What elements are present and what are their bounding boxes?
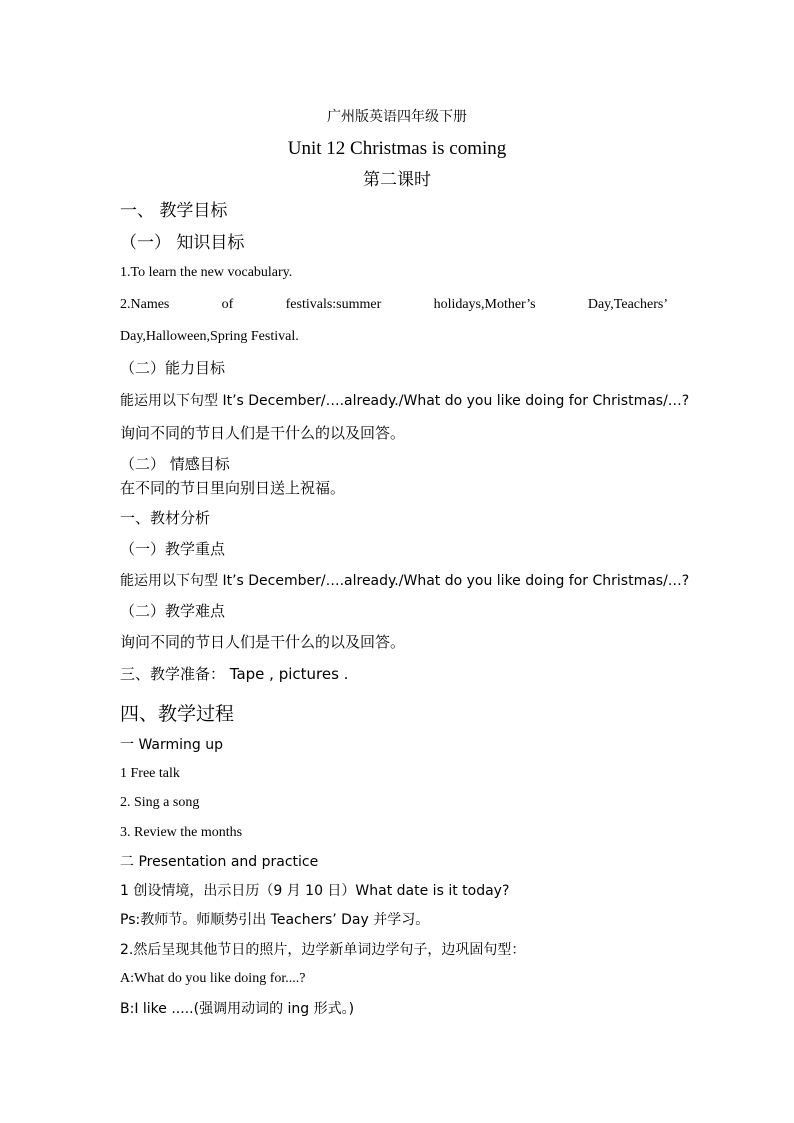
- knowledge-item-2-word: Day,Teachers’: [587, 297, 668, 312]
- preparation-line: 三、教学准备： Tape , pictures .: [120, 665, 349, 683]
- procedure-step: 1 创设情境，出示日历（9 月 10 日）What date is it today?: [120, 883, 510, 899]
- knowledge-item-2-word: holidays,Mother’s: [433, 297, 536, 312]
- subsection-heading-ability: （二）能力目标: [120, 359, 226, 377]
- key-points-line: 能运用以下句型 It’s December/….already./What do you like doing for Christmas/…?: [120, 573, 690, 589]
- procedure-step: 二 Presentation and practice: [120, 854, 319, 870]
- ability-line-1: 能运用以下句型 It’s December/….already./What do you like doing for Christmas/…?: [120, 393, 690, 409]
- section-heading-analysis: 一、教材分析: [120, 509, 211, 527]
- knowledge-item-2-word: festivals:summer: [285, 297, 382, 312]
- knowledge-item-2-continued: Day,Halloween,Spring Festival.: [120, 329, 299, 344]
- knowledge-item-2-word: of: [221, 297, 234, 312]
- doc-title: Unit 12 Christmas is coming: [287, 138, 507, 159]
- knowledge-item-2: [120, 298, 668, 312]
- subsection-heading-knowledge: （一） 知识目标: [120, 233, 245, 253]
- procedure-step: A:What do you like doing for....?: [120, 971, 306, 986]
- subsection-heading-difficulties: （二）教学难点: [120, 602, 226, 620]
- difficulties-line: 询问不同的节日人们是干什么的以及回答。: [120, 633, 406, 651]
- section-heading-procedure: 四、教学过程: [120, 703, 235, 725]
- lesson-label: 第二课时: [363, 170, 431, 190]
- procedure-step: 1 Free talk: [120, 766, 180, 781]
- knowledge-item-2-word: 2.Names: [120, 297, 170, 312]
- doc-subtitle: 广州版英语四年级下册: [327, 109, 467, 125]
- subsection-heading-emotion: （二） 情感目标: [120, 455, 230, 473]
- subsection-heading-key-points: （一）教学重点: [120, 540, 226, 558]
- procedure-step: Ps:教师节。师顺势引出 Teachers’ Day 并学习。: [120, 912, 430, 928]
- knowledge-item-1: 1.To learn the new vocabulary.: [120, 265, 293, 280]
- procedure-step: 2.然后呈现其他节日的照片，边学新单词边学句子，边巩固句型：: [120, 942, 526, 958]
- procedure-step: 2. Sing a song: [120, 795, 200, 810]
- procedure-step: B:I like .....(强调用动词的 ing 形式。): [120, 1001, 355, 1017]
- emotion-line: 在不同的节日里向别日送上祝福。: [120, 479, 346, 497]
- procedure-step: 3. Review the months: [120, 825, 243, 840]
- procedure-step: 一 Warming up: [120, 737, 223, 753]
- ability-line-2: 询问不同的节日人们是干什么的以及回答。: [120, 424, 406, 442]
- section-heading-objectives: 一、 教学目标: [120, 201, 228, 221]
